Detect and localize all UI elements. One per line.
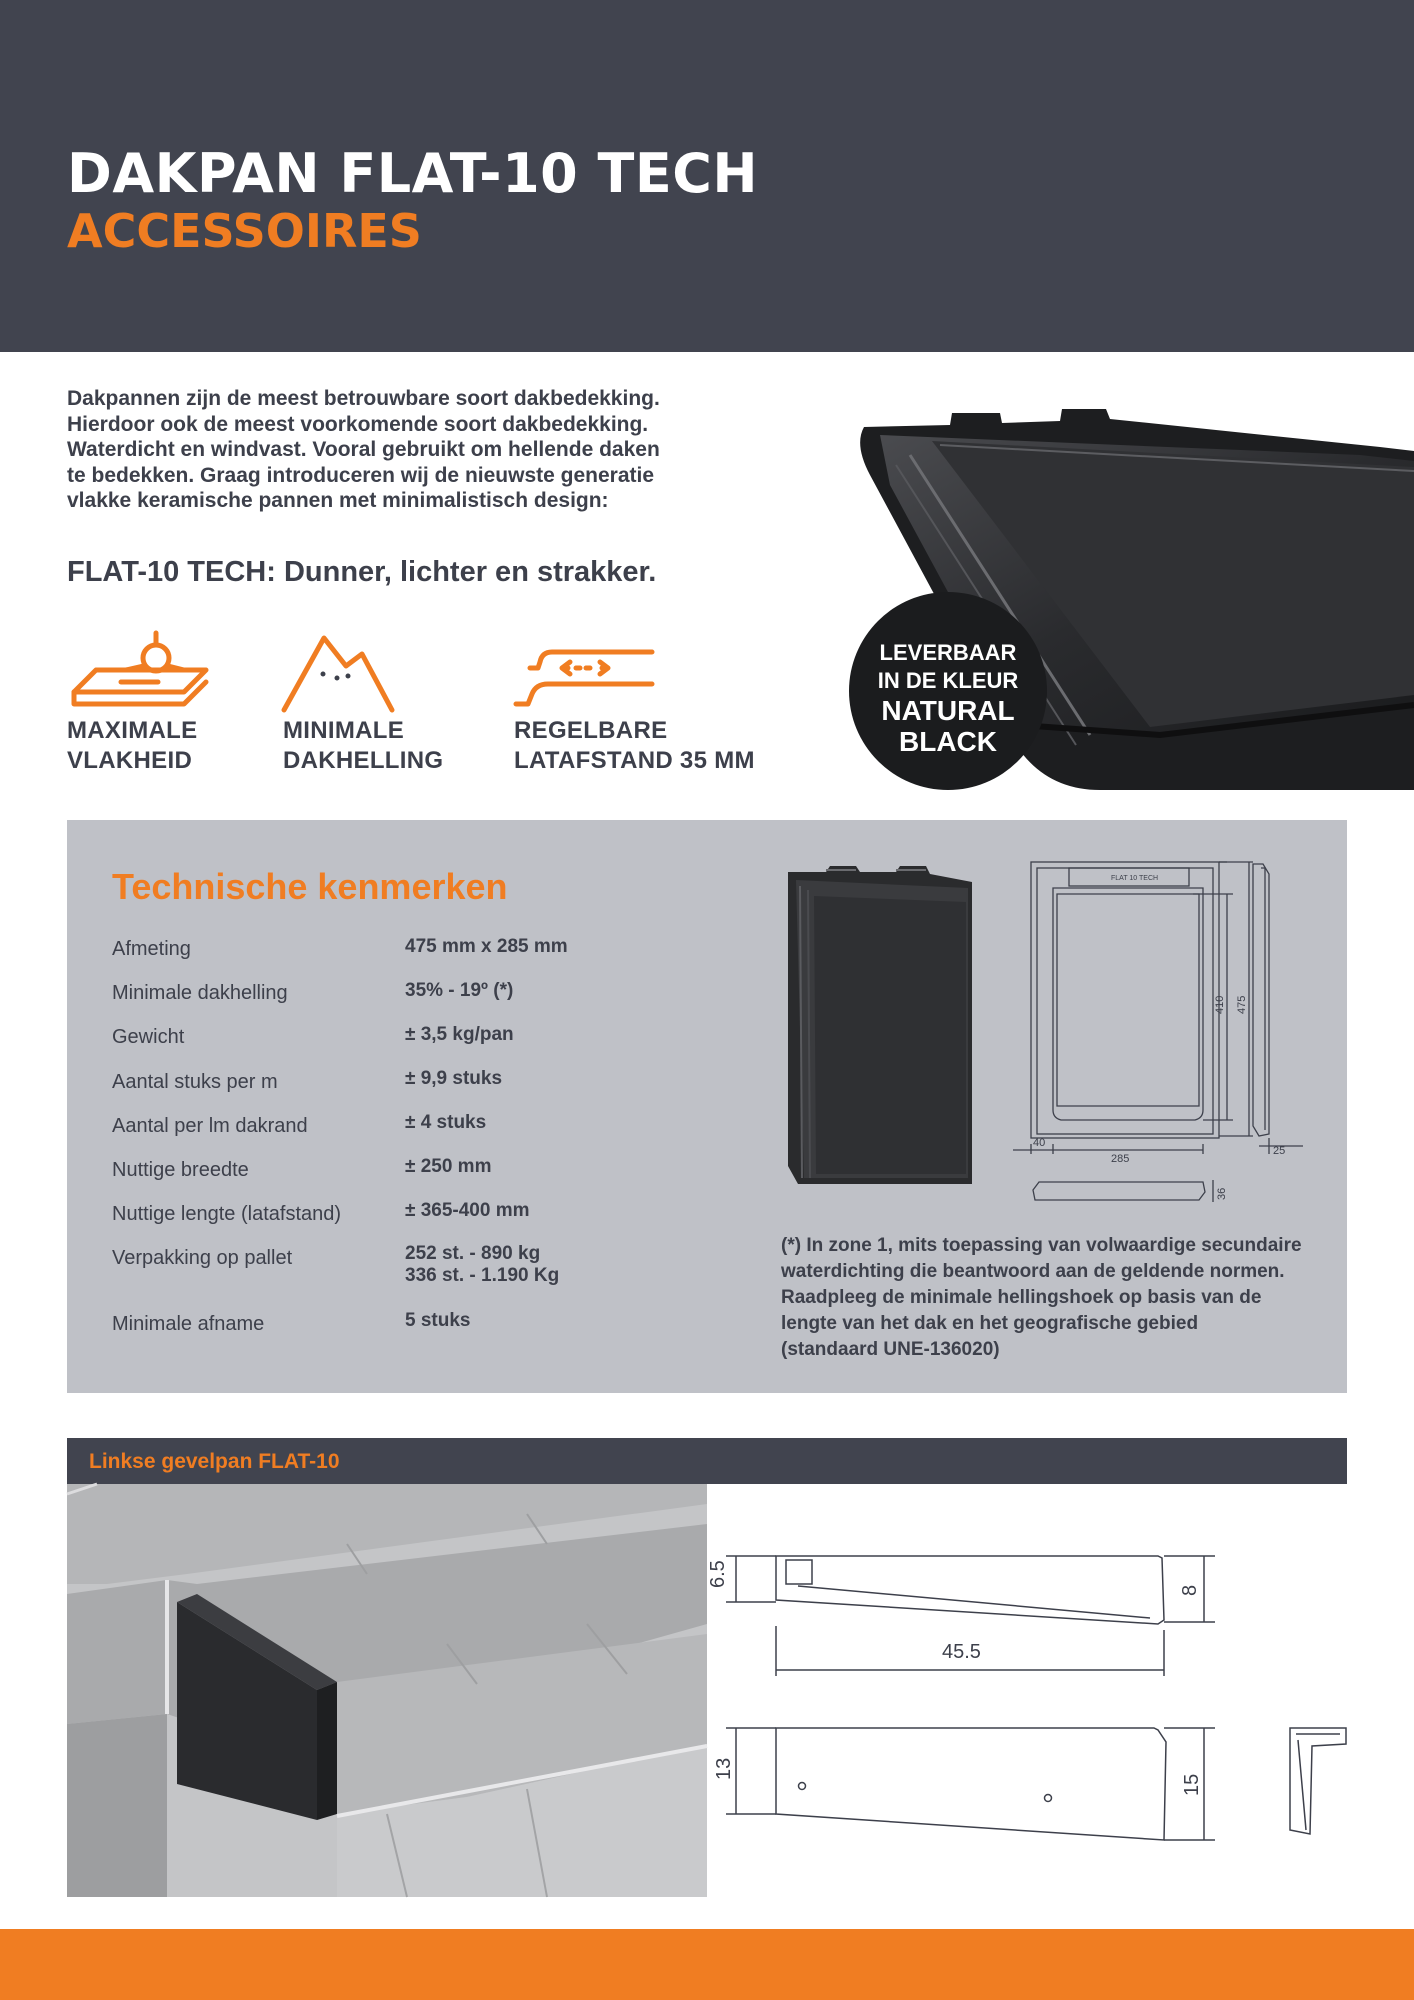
tech-panel	[67, 820, 1347, 1393]
dim-label: 36	[1216, 1187, 1228, 1200]
spec-value: ± 365-400 mm	[405, 1200, 530, 1221]
spec-label: Gewicht	[112, 1026, 185, 1048]
adjustable-spacing-icon	[512, 646, 657, 714]
feature-spacing	[514, 716, 755, 776]
dim-label: 8	[1179, 1584, 1201, 1596]
footnote-line: waterdichting die beantwoord aan de geldende normen.	[781, 1261, 1285, 1282]
intro-line: vlakke keramische pannen met minimalistisch design:	[67, 489, 609, 512]
intro-line: Waterdicht en windvast. Vooral gebruikt om hellende daken	[67, 438, 660, 461]
feature-slope	[283, 716, 443, 776]
page-subtitle: ACCESSOIRES	[67, 204, 422, 258]
dim-label: 25	[1273, 1145, 1286, 1157]
gevelpan-photo	[67, 1484, 707, 1897]
feature-line: LATAFSTAND 35 MM	[514, 747, 755, 774]
spec-label: Aantal stuks per m	[112, 1071, 278, 1093]
dim-label: 410	[1214, 995, 1226, 1014]
spec-value: ± 250 mm	[405, 1156, 492, 1177]
spec-value: ± 9,9 stuks	[405, 1068, 503, 1089]
dim-label: 6.5	[707, 1560, 729, 1588]
dim-label: 475	[1236, 995, 1248, 1014]
spec-label: Nuttige breedte	[112, 1159, 249, 1181]
footnote	[781, 1233, 1321, 1363]
intro-line: Dakpannen zijn de meest betrouwbare soort dakbedekking.	[67, 387, 660, 410]
spec-label: Aantal per lm dakrand	[112, 1115, 308, 1137]
feature-line: REGELBARE	[514, 717, 668, 744]
intro-line: te bedekken. Graag introduceren wij de nieuwste generatie	[67, 463, 655, 487]
feature-line: MAXIMALE	[67, 717, 198, 744]
dim-label: 285	[1111, 1153, 1130, 1165]
spec-label: Verpakking op pallet	[112, 1247, 293, 1269]
tile-photo	[786, 866, 976, 1184]
intro-line: Hierdoor ook de meest voorkomende soort dakbedekking.	[67, 412, 649, 436]
spec-label: Afmeting	[112, 938, 191, 960]
spec-label: Minimale afname	[112, 1313, 265, 1335]
footnote-line: (standaard UNE-136020)	[781, 1339, 1000, 1360]
section-bar	[67, 1438, 1347, 1484]
badge-line: LEVERBAAR	[879, 640, 1017, 665]
mountain-icon	[280, 632, 400, 714]
footnote-line: (*) In zone 1, mits toepassing van volwaardige secundaire	[781, 1235, 1302, 1256]
badge-line: NATURAL	[881, 695, 1015, 726]
spec-value: ± 3,5 kg/pan	[405, 1024, 514, 1045]
intro-text	[67, 386, 707, 514]
flatness-icon	[66, 630, 216, 712]
tagline: FLAT-10 TECH: Dunner, lichter en strakker.	[67, 556, 657, 588]
footer-band	[0, 1929, 1414, 2000]
spec-value: 252 st. - 890 kg	[405, 1243, 541, 1264]
gevelpan-dimension-drawing	[707, 1530, 1350, 1860]
section-title: Linkse gevelpan FLAT-10	[89, 1450, 340, 1473]
dim-label: 13	[713, 1757, 735, 1780]
page-title: DAKPAN FLAT-10 TECH	[67, 142, 759, 205]
spec-value: 475 mm x 285 mm	[405, 936, 568, 957]
badge-line: IN DE KLEUR	[877, 668, 1019, 693]
dim-label: 15	[1181, 1773, 1203, 1796]
footnote-line: Raadpleeg de minimale hellingshoek op basis van de	[781, 1287, 1262, 1308]
dim-label: 40	[1033, 1137, 1046, 1149]
feature-line: DAKHELLING	[283, 747, 444, 774]
spec-value: ± 4 stuks	[405, 1112, 487, 1133]
feature-flatness	[67, 716, 197, 776]
tile-technical-drawing	[1013, 854, 1333, 1234]
spec-value: 35% - 19º (*)	[405, 980, 514, 1001]
feature-line: MINIMALE	[283, 717, 405, 744]
color-badge	[849, 592, 1047, 790]
spec-value: 336 st. - 1.190 Kg	[405, 1265, 560, 1286]
dim-label: 45.5	[942, 1641, 981, 1663]
footnote-line: lengte van het dak en het geografische gebied	[781, 1313, 1199, 1334]
spec-value: 5 stuks	[405, 1310, 471, 1331]
spec-label: Nuttige lengte (latafstand)	[112, 1203, 342, 1225]
tech-title: Technische kenmerken	[112, 866, 508, 907]
feature-line: VLAKHEID	[67, 747, 193, 774]
spec-label: Minimale dakhelling	[112, 982, 288, 1004]
drawing-stamp: FLAT 10 TECH	[1111, 875, 1159, 882]
badge-line: BLACK	[899, 726, 997, 757]
